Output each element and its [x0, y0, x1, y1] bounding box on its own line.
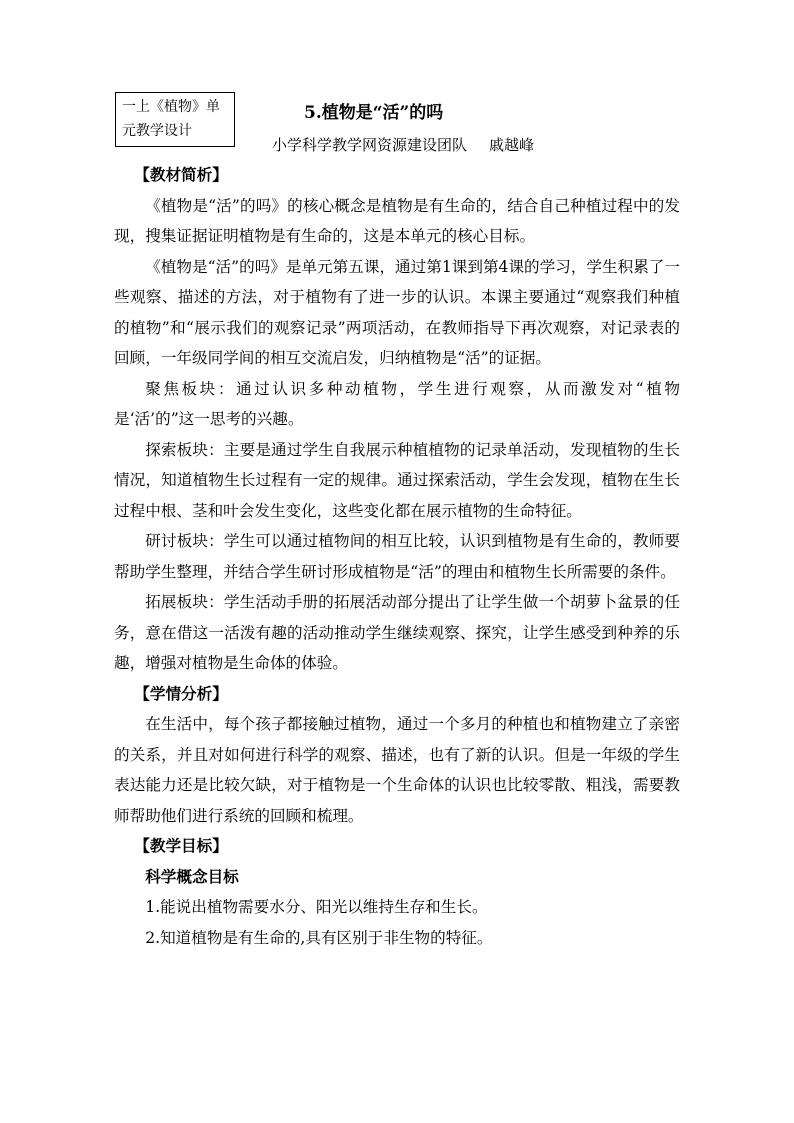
unit-label-line1: 一上《植物》单	[122, 99, 220, 115]
unit-label-line2: 元教学设计	[122, 123, 192, 139]
goal-item: 1.能说出植物需要水分、阳光以维持生存和生长。	[145, 898, 488, 916]
paragraph: 探索板块：主要是通过学生自我展示种植植物的记录单活动，发现植物的生长情况，知道植物生长过程有一定的规律。通过探索活动，学生会发现，植物在生长过程中根、茎和叶会发生变化，这些变化都在展示植物的生命特征。	[114, 440, 680, 520]
section-heading-textbook: 【教材简析】	[134, 166, 228, 184]
goal-item: 2.知道植物是有生命的,具有区别于非生物的特征。	[145, 928, 493, 947]
paragraph: 研讨板块：学生可以通过植物间的相互比较，认识到植物是有生命的，教师要帮助学生整理，并结合学生研讨形成植物是“活”的理由和植物生长所需要的条件。	[114, 532, 680, 581]
section-heading-students: 【学情分析】	[134, 684, 228, 703]
paragraph: 《植物是“活”的吗》的核心概念是植物是有生命的，结合自己种植过程中的发现，搜集证据证明植物是有生命的，这是本单元的核心目标。	[114, 196, 680, 245]
author-line	[272, 134, 534, 155]
section-heading-goals: 【教学目标】	[134, 837, 228, 855]
page-title: 5.植物是“活”的吗	[304, 103, 444, 123]
paragraph: 拓展板块：学生活动手册的拓展活动部分提出了让学生做一个胡萝卜盆景的任务，意在借这一活泼有趣的活动推动学生继续观察、探究，让学生感受到种养的乐趣，增强对植物是生命体的体验。	[114, 593, 680, 672]
author-name: 戚越峰	[489, 136, 535, 154]
subheading-science-concepts: 科学概念目标	[145, 867, 239, 886]
document-body	[114, 160, 680, 953]
paragraph: 聚焦板块：通过认识多种动植物，学生进行观察，从而激发对“植物是‘活’的”这一思考的兴趣。	[114, 379, 680, 428]
paragraph: 在生活中，每个孩子都接触过植物，通过一个多月的种植也和植物建立了亲密的关系，并且对如何进行科学的观察、描述，也有了新的认识。但是一年级的学生表达能力还是比较欠缺，对于植物是一个生命体的认识也比较零散、粗浅，需要教师帮助他们进行系统的回顾和梳理。	[114, 715, 680, 825]
author-org: 小学科学教学网资源建设团队	[272, 136, 468, 154]
unit-label-box	[115, 92, 235, 147]
paragraph: 《植物是“活”的吗》是单元第五课，通过第1课到第4课的学习，学生积累了一些观察、描述的方法，对于植物有了进一步的认识。本课主要通过“观察我们种植的植物”和“展示我们的观察记录”两项活动，在教师指导下再次观察，对记录表的回顾，一年级同学间的相互交流启发，归纳植物是“活”的证据。	[114, 257, 680, 367]
